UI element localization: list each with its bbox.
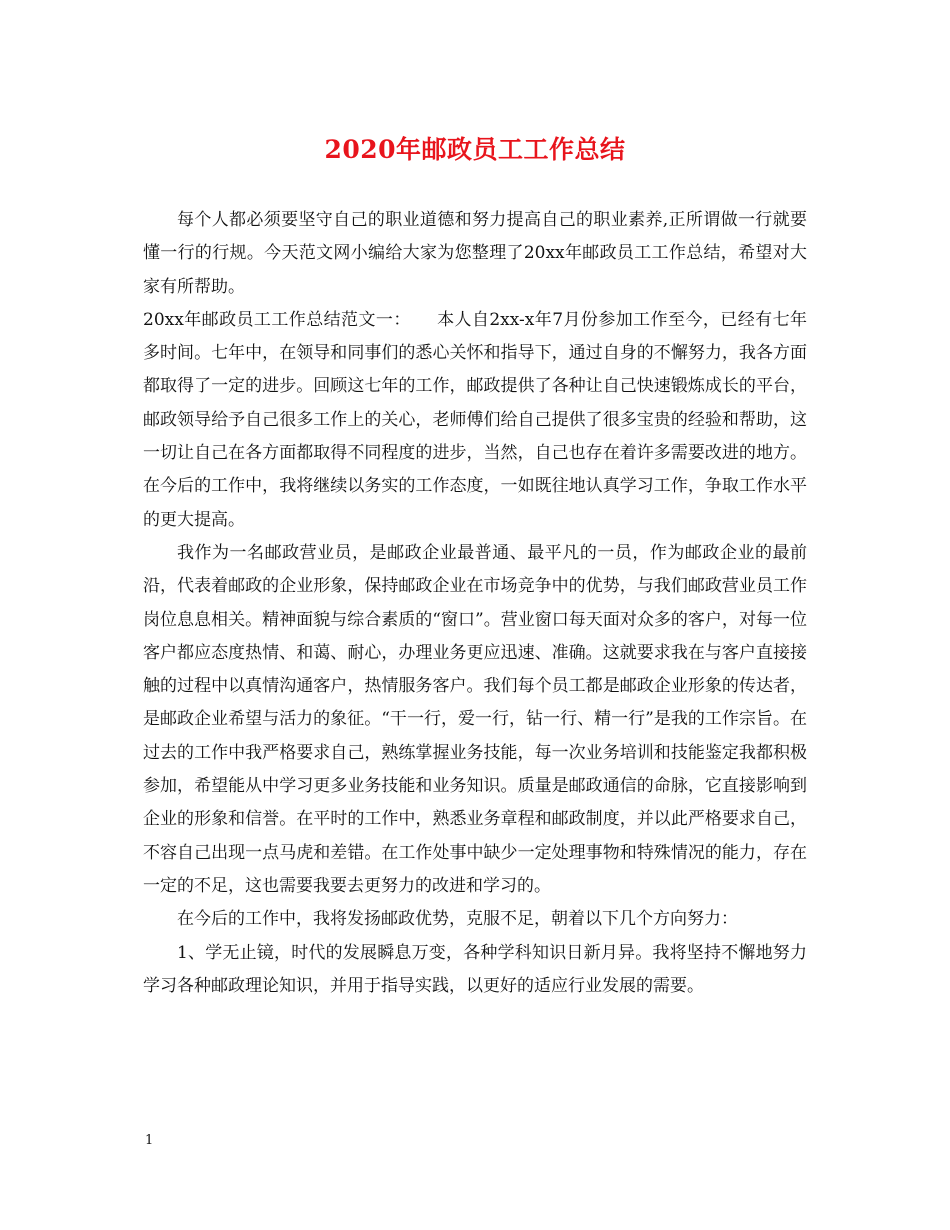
document-title: 2020年邮政员工工作总结: [324, 135, 626, 164]
learning-goal-paragraph: 1、学无止镜，时代的发展瞬息万变，各种学科知识日新月异。我将坚持不懈地努力学习各种邮政理论知识，并用于指导实践，以更好的适应行业发展的需要。: [143, 942, 807, 996]
document-body: [143, 204, 807, 1003]
intro-paragraph: 每个人都必须要坚守自己的职业道德和努力提高自己的职业素养,正所谓做一行就要懂一行的行规。今天范文网小编给大家为您整理了20xx年邮政员工工作总结，希望对大家有所帮助。: [143, 210, 807, 297]
sample-one-paragraph: 20xx年邮政员工工作总结范文一： 本人自2xx-x年7月份参加工作至今，已经有七年多时间。七年中，在领导和同事们的悉心关怀和指导下，通过自身的不懈努力，我各方面都取得了一定的进步。回顾这七年的工作，邮政提供了各种让自己快速锻炼成长的平台，邮政领导给予自己很多工作上的关心，老师傅们给自己提供了很多宝贵的经验和帮助，这一切让自己在各方面都取得不同程度的进步，当然，自己也存在着许多需要改进的地方。在今后的工作中，我将继续以务实的工作态度，一如既往地认真学习工作，争取工作水平的更大提高。: [143, 309, 807, 530]
teller-role-paragraph: 我作为一名邮政营业员，是邮政企业最普通、最平凡的一员，作为邮政企业的最前沿，代表着邮政的企业形象，保持邮政企业在市场竞争中的优势，与我们邮政营业员工作岗位息息相关。精神面貌与综合素质的“窗口”。营业窗口每天面对众多的客户，对每一位客户都应态度热情、和蔼、耐心，办理业务更应迅速、准确。这就要求我在与客户直接接触的过程中以真情沟通客户，热情服务客户。我们每个员工都是邮政企业形象的传达者，是邮政企业希望与活力的象征。“干一行，爱一行，钻一行、精一行”是我的工作宗旨。在过去的工作中我严格要求自己，熟练掌握业务技能，每一次业务培训和技能鉴定我都积极参加，希望能从中学习更多业务技能和业务知识。质量是邮政通信的命脉，它直接影响到企业的形象和信誉。在平时的工作中，熟悉业务章程和邮政制度，并以此严格要求自己，不容自己出现一点马虎和差错。在工作处事中缺少一定处理事物和特殊情况的能力，存在一定的不足，这也需要我要去更努力的改进和学习的。: [143, 542, 807, 896]
page-number: 1: [145, 1133, 154, 1148]
future-direction-paragraph: 在今后的工作中，我将发扬邮政优势，克服不足，朝着以下几个方向努力：: [177, 909, 738, 930]
